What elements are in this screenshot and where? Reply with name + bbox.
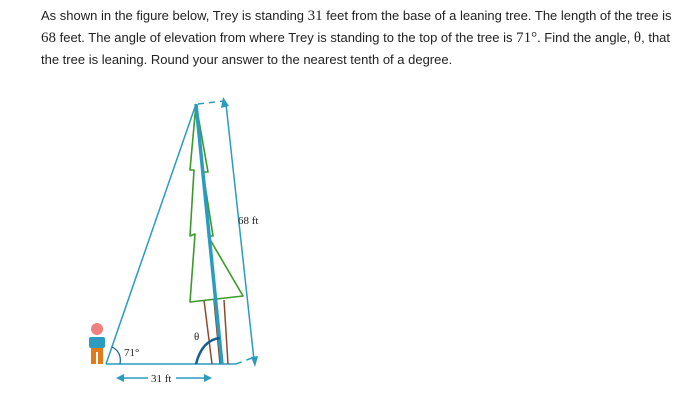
length-value: 68 (41, 30, 56, 46)
problem-text-4: . Find the angle, (537, 30, 634, 45)
problem-text-3: feet. The angle of elevation from where Trey is standing to the top of the tree is (56, 30, 517, 45)
elevation-angle-label: 71° (124, 347, 140, 359)
elevation-angle-value: 71° (516, 30, 538, 46)
problem-text-1: As shown in the figure below, Trey is standing (41, 8, 308, 23)
length-label: 68 ft (238, 215, 259, 227)
top-dashed-line (198, 101, 224, 104)
leaning-tree-line (196, 104, 222, 364)
distance-label: 31 ft (151, 373, 172, 385)
distance-value: 31 (307, 8, 323, 24)
problem-text-2: feet from the base of a leaning tree. The length of the tree is (322, 8, 672, 23)
bottom-dashed-line (236, 358, 252, 364)
length-dimension (221, 97, 258, 367)
theta-arc (196, 338, 220, 364)
line-of-sight (106, 104, 196, 364)
theta-symbol: θ (633, 30, 642, 46)
problem-text-5: , that the tree is leaning. Round your answer to the nearest tenth of a degree. (41, 30, 671, 67)
elevation-angle-arc (112, 347, 120, 364)
theta-label: θ (194, 331, 200, 343)
person-icon (89, 323, 105, 364)
